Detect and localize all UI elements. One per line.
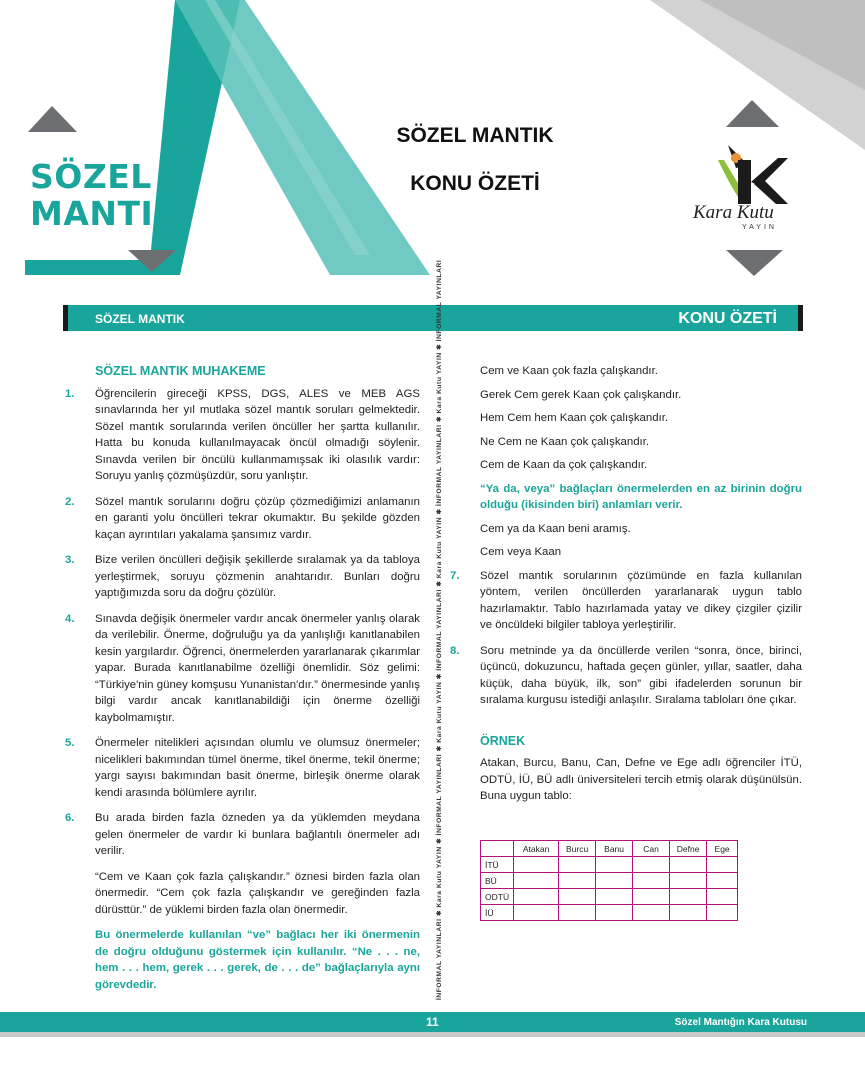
logo-name: Kara Kutu [693, 202, 774, 223]
side-logo: Kara Kutu YAYIN [436, 352, 443, 414]
table-header-cell: Can [633, 841, 670, 857]
list-item-2 [65, 494, 420, 544]
footer-title: Sözel Mantığın Kara Kutusu [674, 1017, 807, 1028]
up-arrow-right-icon [726, 100, 779, 127]
table-row [481, 857, 738, 873]
item-text: Öğrencilerin gireceği KPSS, DGS, ALES ve MEB AGS sınavlarında her yıl mutlaka sözel mantık soruları gelmektedir. Sözel mantık sorularında verilen öncüller her şartta kullanılır. Hatta bu konuda kullanılmayacak öncül olmadığı söylenir. Sınavda verilen bir öncülü kullanmamışsak iki olasılık vardır: Soruyu yanlış çözmüşüzdür, soru yanlıştır. [95, 387, 420, 482]
list-item-7 [450, 568, 802, 634]
table-row [481, 889, 738, 905]
item-text: Sınavda değişik önermeler vardır ancak önermeler yanlış olarak da verilebilir. Önerme, doğruluğu ya da yanlışlığı kanıtlanabilen kesin yargılardır. Öğrenci, önermelerden yararlanarak çıkarımlar yapar. Burada kanıtlanabilme özelliği önemlidir. Söz gelimi: “Türkiye'nin güney komşusu Yunanistan'dır.” önermesinde yanlış bilgi vardır ancak kanıtlanabildiği için önerme özelliği kaybolmamıştır. [95, 612, 420, 724]
list-item-1 [65, 386, 420, 485]
center-title: SÖZEL MANTIK [396, 124, 554, 147]
cover-title-line1: SÖZEL [30, 157, 152, 196]
item-text: Sözel mantık sorularının çözümünde en fazla kullanılan yöntem, verilen öncüllerden yararlanarak uygun tablo hazırlamaktır. Tablo hazırlamada yatay ve dikey çizgiler çizilir ve öncüldeki bilgiler tabloya yerleştirilir. [480, 569, 802, 631]
cover-title [30, 158, 179, 232]
header-bar-edge-left [63, 305, 68, 331]
table-header-cell: Atakan [514, 841, 559, 857]
example-line: Cem ve Kaan çok fazla çalışkandır. [480, 365, 658, 377]
table-row-label: ODTÜ [481, 889, 514, 905]
table-header-cell: Burcu [559, 841, 596, 857]
side-text: İNFORMAL YAYINLARI [436, 918, 443, 1000]
list-item-5 [65, 735, 420, 801]
item-number: 6. [65, 812, 75, 824]
highlight-note: “Ya da, veya” bağlaçları önermelerden en az birinin doğru olduğu (ikisinden biri) anlamları verir. [480, 482, 802, 511]
example-line: Hem Cem hem Kaan çok çalışkandır. [480, 412, 669, 424]
side-logo: Kara Kutu YAYIN [436, 681, 443, 743]
table-row-label: İTÜ [481, 857, 514, 873]
example-line: Cem ya da Kaan beni aramış. [480, 522, 631, 535]
item-number: 5. [65, 737, 75, 749]
list-item-8 [450, 643, 802, 709]
side-text: İNFORMAL YAYINLARI [436, 753, 443, 836]
kara-kutu-logo-icon [690, 140, 810, 250]
side-logo: Kara Kutu YAYIN [436, 516, 443, 579]
item-number: 4. [65, 612, 75, 625]
right-column [450, 363, 802, 805]
item-number: 8. [450, 644, 460, 657]
cover-title-line2: MANTIK [30, 194, 180, 233]
footer-bottom-line [0, 1032, 865, 1037]
item-number: 2. [65, 495, 75, 508]
logo-sub: YAYIN [742, 224, 777, 231]
example-line: Gerek Cem gerek Kaan çok çalışkandır. [480, 388, 682, 401]
table-row [481, 873, 738, 889]
example-text: Atakan, Burcu, Banu, Can, Defne ve Ege adlı öğrenciler İTÜ, ODTÜ, İÜ, BÜ adlı üniversiteleri tercih etmiş olarak düşünülsün. Buna uygun tablo: [480, 757, 802, 802]
example-heading: ÖRNEK [480, 733, 526, 748]
left-column [65, 363, 420, 1002]
section-heading: SÖZEL MANTIK MUHAKEME [95, 364, 266, 378]
example-line: Cem de Kaan da çok çalışkandır. [480, 459, 648, 471]
header-right-label: KONU ÖZETİ [678, 310, 777, 327]
item6-highlight: Bu önermelerde kullanılan “ve” bağlacı her iki önermenin de doğru olduğunu göstermek için kullanılır. “Ne . . . ne, hem . . . hem, gerek . . . gerek, de . . . de” bağlaçlarıyla aynı görevdedir. [95, 929, 420, 991]
item6-paragraph: “Cem ve Kaan çok fazla çalışkandır.” öznesi birden fazla olan önermedir. “Cem çok fazla çalışkandır ve gereğinden fazla dürüsttür.” de yüklemi birden fazla olan önermedir. [95, 870, 420, 916]
item-text: Bu arada birden fazla özneden ya da yüklemden meydana gelen önermeler de vardır ki bunlara bağlantılı önermeler adı verilir. [95, 812, 420, 857]
item-number: 7. [450, 569, 460, 582]
list-item-4 [65, 611, 420, 727]
item-number: 3. [65, 554, 75, 566]
table-header-row [481, 841, 738, 857]
table-header-cell [481, 841, 514, 857]
list-item-3 [65, 552, 420, 602]
side-text: İNFORMAL YAYINLARI [436, 259, 443, 342]
example-line: Ne Cem ne Kaan çok çalışkandır. [480, 435, 650, 448]
side-text: İNFORMAL YAYINLARI [436, 424, 443, 506]
table-header-cell: Ege [707, 841, 738, 857]
table-header-cell: Banu [596, 841, 633, 857]
preference-table [480, 840, 738, 921]
center-subtitle: KONU ÖZETİ [410, 172, 540, 195]
table-row-label: İÜ [481, 905, 514, 921]
item-text: Bize verilen öncülleri değişik şekillerde sıralamak ya da tabloya yerleştirmek, soruyu çözmenin anahtarıdır. Bunları doğru yaptığımızda soru da doğru çözülür. [95, 554, 420, 599]
item-text: Soru metninde ya da öncüllerde verilen “sonra, önce, birinci, üçüncü, dokuzuncu, haftada geçen günler, yıllar, saatler, daha küçük, daha büyük, ilk, son” gibi ifadelerden sorunun bir sıralama kurgusu istediği anlaşılır. Sıralama tabloları öne çıkar. [480, 644, 802, 706]
vertical-side-strip: İNFORMAL YAYINLARI ✱ Kara Kutu YAYIN ✱ İNFORMAL YAYINLARI ✱ Kara Kutu YAYIN ✱ İNFORMAL YAYINLARI ✱ Kara Kutu YAYIN ✱ İNFORMAL YAYINLARI ✱ Kara Kutu YAYIN ✱ İNFORMAL YAYINLARI [436, 259, 443, 1000]
item-text: Sözel mantık sorularını doğru çözüp çözmediğimizi anlamanın en garanti yolu öncülleri tekrar okumaktır. Bu şekilde gözden kaçan ayrıntıları yakalama şansımız vardır. [95, 495, 420, 541]
header-bar-edge-right [798, 305, 803, 331]
side-text: İNFORMAL YAYINLARI [436, 589, 443, 671]
example-line: Cem veya Kaan [480, 546, 562, 558]
list-item-6 [65, 810, 420, 860]
item-number: 1. [65, 387, 75, 400]
item-text: Önermeler nitelikleri açısından olumlu ve olumsuz önermeler; nicelikleri bakımından tümel önerme, tikel önerme, tekil önerme; yargı sayısı bakımından basit önerme, birleşik önerme olarak kendi arasında bölümlere ayrılır. [95, 737, 420, 799]
side-logo: Kara Kutu YAYIN [436, 846, 443, 908]
table-row-label: BÜ [481, 873, 514, 889]
table-row [481, 905, 738, 921]
down-arrow-right-icon [726, 250, 783, 276]
page-number: 11 [426, 1015, 439, 1029]
header-left-label: SÖZEL MANTIK [95, 312, 185, 326]
table-header-cell: Defne [670, 841, 707, 857]
